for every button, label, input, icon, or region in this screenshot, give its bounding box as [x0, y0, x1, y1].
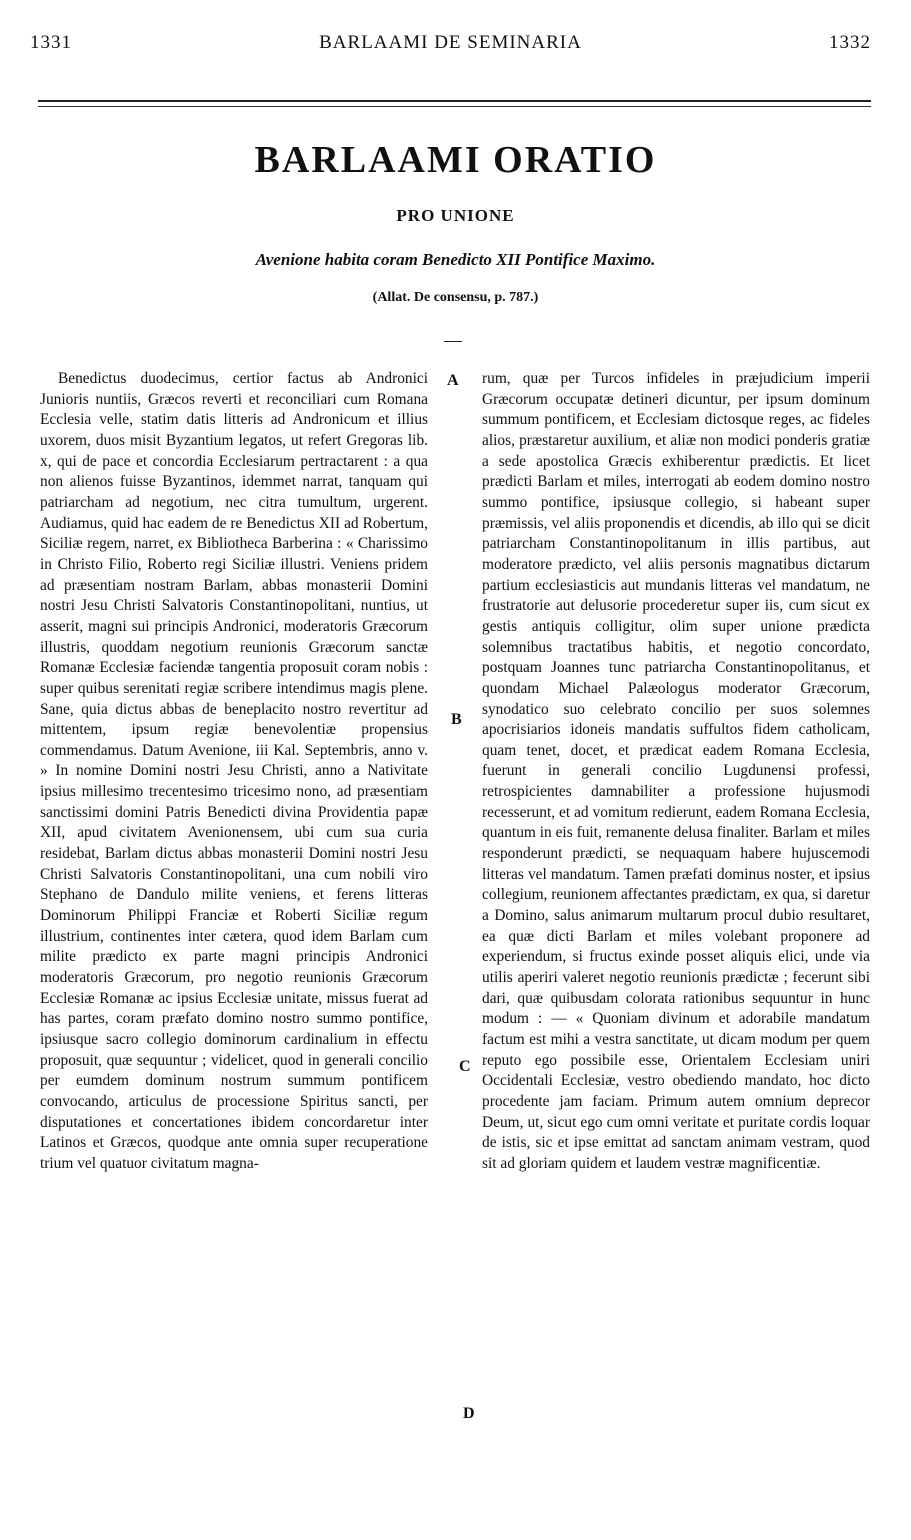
margin-letter-d: D	[463, 1405, 475, 1422]
document-occasion: Avenione habita coram Benedicto XII Pontifice Maximo.	[255, 250, 656, 269]
source-citation: (Allat. De consensu, p. 787.)	[372, 290, 539, 305]
body-paragraph-left: Benedictus duodecimus, certior factus ab Andronici Junioris nuntiis, Græcos reverti et reconciliari cum Romana Ecclesia velle, statim datis litteris ad Andronicum et illius uxorem, duos misit Byzantium legatos, ut refert Gregoras lib. x, qui de pace et concordia Ecclesiarum pertractarent : a qua non alienos fuisse Byzantinos, idemmet narrat, tanquam qui patriarcham ad negotium, nec citra tumultum, urgerent. Audiamus, quid hac eadem de re Benedictus XII ad Robertum, Siciliæ regem, narret, ex Bibliotheca Barberina : « Charissimo in Christo Filio, Roberto regi Siciliæ illustri. Veniens pridem ad præsentiam nostram Barlam, abbas monasterii Domini nostri Jesu Christi Salvatoris Constantinopolitani, nuntius, ut asserit, magni sui principis Andronici, moderatoris Græcorum illustris, quoddam negotium reunionis Græcorum sanctæ Romanæ Ecclesiæ faciendæ tangentia proposuit coram nobis : super quibus serenitati regiæ scribere intendimus magis plene. Sane, quia dictus abbas de beneplacito nostro revertitur ad mittentem, ipsum regiæ benevolentiæ propensius commendamus. Datum Avenione, iii Kal. Septembris, anno v. » In nomine Domini nostri Jesu Christi, anno a Nativitate ipsius millesimo trecentesimo tricesimo nono, ad præsentiam sanctissimi domini Patris Benedicti divina Providentia papæ XII, apud civitatem Avenionensem, ubi cum sua curia residebat, Barlam dictus abbas monasterii Domini nostri Jesu Christi Salvatoris Constantinopolitani, una cum nobili viro Stephano de Dandulo milite veniens, et ferens litteras Dominorum Philippi Franciæ et Roberti Siciliæ regum illustrium, continentes inter cætera, quod idem Barlam cum milite prædicto ex parte magni principis Andronici moderatoris Græcorum, pro negotio reunionis Græcorum Ecclesiæ Romanæ ac ipsius Ecclesiæ unitate, missus fuerat ad has partes, coram præfato domino nostro summo pontifice, ipsiusque sacro collegio dominorum cardinalium in effectu proposuit, quæ sequuntur ; videlicet, quod in generali concilio per eumdem dominum nostrum summum pontificem convocando, articulus de processione Spiritus sancti, per disputationes et concertationes ibidem concordaretur inter Latinos et Græcos, quodque ante omnia super recuperatione trium vel quatuor civitatum magna-	[40, 370, 428, 1172]
body-paragraph-right: rum, quæ per Turcos infideles in præjudicium imperii Græcorum occupatæ detineri dicuntur, per ipsum dominum summum pontificem, et Ecclesiam dictosque reges, ac fideles alios, præstaretur auxilium, et aliæ non modici ponderis gratiæ a sede apostolica Græcis exhiberentur prædictis. Et licet prædicti Barlam et miles, interrogati ab eodem domino nostro summo pontifice, ipsiusque collegio, si habeant super præmissis, vel aliis proponendis et dicendis, ab illo qui se dicit patriarcham Constantinopolitanum in illis partibus, aut moderatore prædicto, vel aliis personis magnatibus dictarum partium ecclesiasticis aut mundanis litteras vel mandatum, ne frustratorie aut delusorie procederetur super iis, cum sicut ex gestis antiquis colligitur, olim super unione prædicta solemnibus tractatibus habitis, et negotio concordato, postquam Joannes tunc patriarcha Constantinopolitanus, et quondam Michael Palæologus moderator Græcorum, synodatico suo celebrato concilio per suos solemnes apocrisiarios idoneis mandatis suffultos fidem catholicam, quam tenet, docet, et prædicat eadem Romana Ecclesia, fuerunt in generali concilio Lugdunensi professi, retrospicientes damnabiliter a professione hujusmodi recesserunt, et ad vomitum redierunt, eadem Romana Ecclesia, quantum in eis fuit, remanente delusa finaliter. Barlam et miles responderunt prædicti, se nequaquam habere hujuscemodi litteras vel mandatum. Tamen præfati dominus noster, et ipsius collegium, reunionem affectantes prædictam, ex qua, si daretur a Domino, salus animarum multarum procul dubio resultaret, ea quæ dicti Barlam et miles volebant proponere ad experiendum, si fructus exinde posset aliquis elici, unde via utilis aperiri valeret negotio reunionis prædictæ ; fecerunt sibi dari, quæ quibusdam colorata rationibus sequuntur in hunc modum : — « Quoniam divinum et adorabile mandatum factum est mihi a vestra sanctitate, ut dicam modum per quem reputo ego possibile esse, Orientalem Ecclesiam uniri Occidentali Ecclesiæ, vestro obediendo mandato, hoc dicto procedente jam faciam. Primum autem omnium deprecor Deum, ut, sicut ego cum omni veritate et puritate cordis loquar de istis, sic et ipse emittat ad sanctam animam vestram, quod sit ad gloriam quidem et laudem vestræ magnificentiæ.	[482, 370, 870, 1172]
margin-letter-b: B	[451, 711, 462, 728]
header-rule-thick	[38, 100, 871, 102]
text-column-right	[482, 369, 870, 1175]
page-number-left: 1331	[30, 32, 72, 53]
page-number-right: 1332	[829, 32, 871, 53]
margin-letter-a: A	[447, 372, 459, 389]
running-title: BARLAAMI DE SEMINARIA	[319, 32, 582, 53]
header-rule-thin	[38, 106, 871, 107]
text-column-left	[40, 369, 428, 1175]
running-head	[30, 32, 871, 56]
document-title: BARLAAMI ORATIO	[254, 139, 657, 181]
margin-letter-c: C	[459, 1058, 471, 1075]
title-separator	[444, 341, 462, 342]
document-subtitle: PRO UNIONE	[396, 206, 515, 225]
